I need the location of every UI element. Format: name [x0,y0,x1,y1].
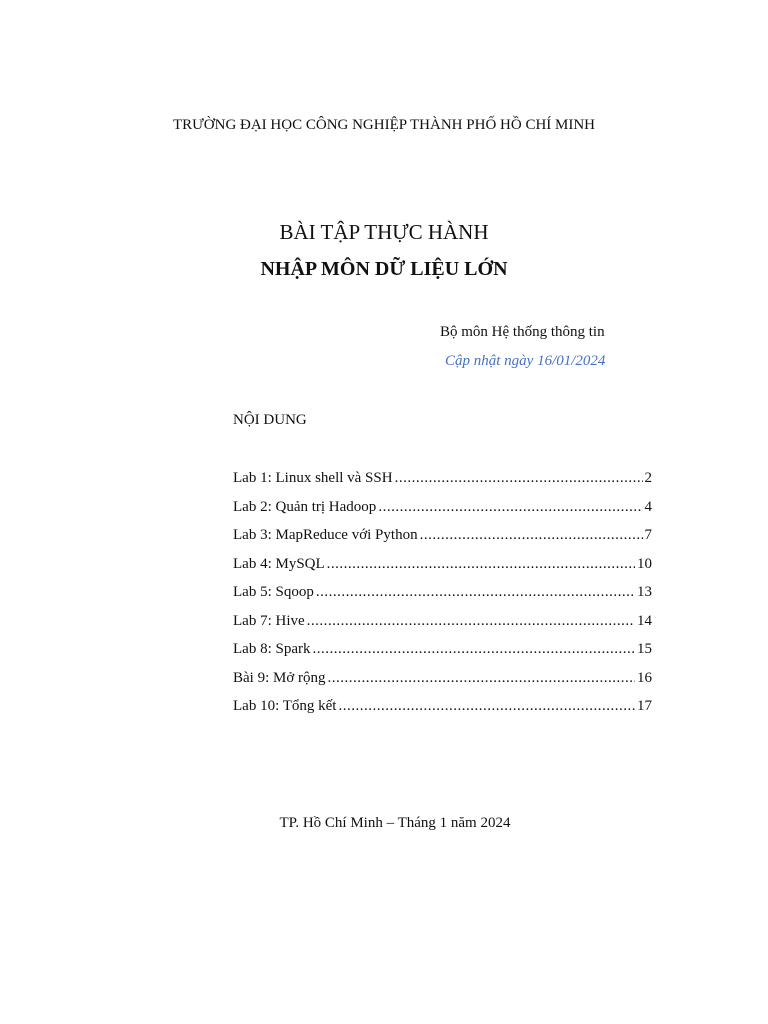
toc-entry-label: Bài 9: Mở rộng [233,669,326,686]
toc-entry-page: 15 [637,641,652,657]
toc-entry-lab-3[interactable] [233,523,652,552]
toc-entry-page: 4 [644,498,652,515]
toc-entry-page: 10 [637,555,652,572]
department-name: Bộ môn Hệ thống thông tin [440,324,605,340]
table-of-contents [233,466,652,723]
toc-dot-leader [328,666,635,690]
toc-dot-leader [420,523,643,547]
toc-dot-leader [327,552,635,576]
toc-entry-lab-2[interactable] [233,495,652,524]
toc-entry-page: 14 [637,612,652,629]
toc-entry-lab-5[interactable] [233,580,652,609]
update-date: Cập nhật ngày 16/01/2024 [445,353,606,369]
toc-entry-page: 16 [637,669,652,686]
toc-entry-label: Lab 5: Sqoop [233,584,314,600]
toc-entry-lab-8[interactable] [233,637,652,666]
toc-entry-lab-1[interactable] [233,466,652,495]
toc-entry-label: Lab 7: Hive [233,612,305,629]
toc-entry-label: Lab 10: Tổng kết [233,698,337,714]
toc-entry-label: Lab 2: Quản trị Hadoop [233,498,377,515]
document-subtitle: NHẬP MÔN DỮ LIỆU LỚN [260,258,508,280]
toc-entry-lab-10[interactable] [233,694,652,723]
toc-entry-page: 17 [637,698,652,714]
toc-entry-label: Lab 3: MapReduce với Python [233,527,418,543]
toc-dot-leader [307,609,635,633]
toc-entry-label: Lab 4: MySQL [233,555,325,572]
toc-entry-page: 13 [637,584,652,600]
toc-entry-bai-9[interactable] [233,666,652,695]
toc-dot-leader [338,694,635,718]
toc-dot-leader [316,580,635,604]
toc-entry-page: 7 [644,527,652,543]
toc-dot-leader [378,495,642,519]
toc-entry-label: Lab 8: Spark [233,641,311,657]
document-title: BÀI TẬP THỰC HÀNH [279,220,489,244]
toc-entry-label: Lab 1: Linux shell và SSH [233,470,393,486]
university-name: TRƯỜNG ĐẠI HỌC CÔNG NGHIỆP THÀNH PHỐ HỒ CHÍ MINH [172,117,596,133]
toc-dot-leader [312,637,635,661]
toc-entry-page: 2 [644,470,652,486]
toc-entry-lab-7[interactable] [233,609,652,638]
toc-heading: NỘI DUNG [233,412,307,428]
toc-entry-lab-4[interactable] [233,552,652,581]
place-and-date: TP. Hồ Chí Minh – Tháng 1 năm 2024 [279,815,511,831]
toc-dot-leader [395,466,643,490]
